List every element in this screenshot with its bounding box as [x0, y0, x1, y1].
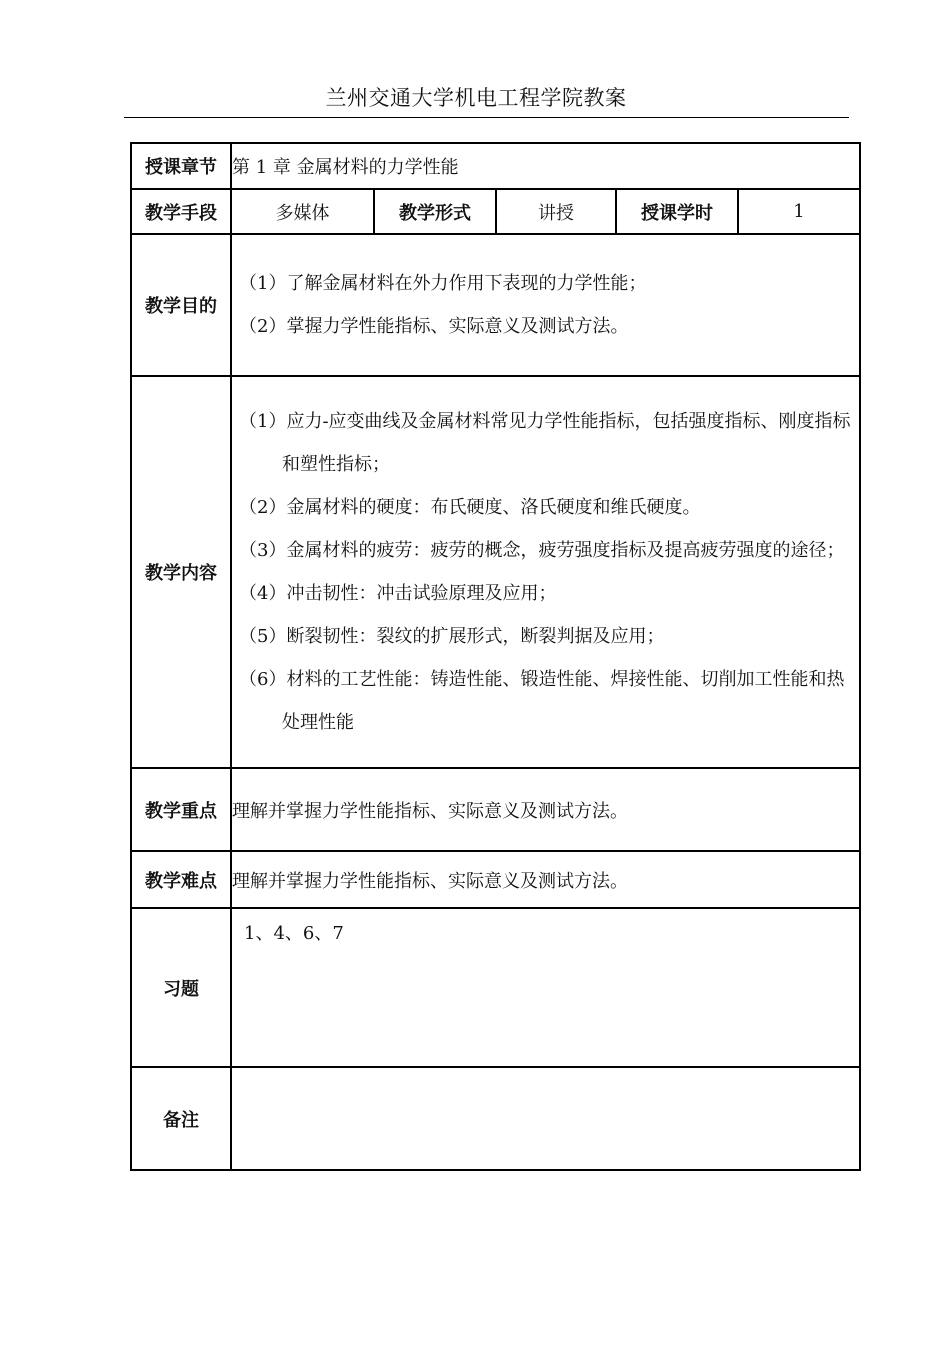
hours-label: 授课学时: [616, 189, 738, 234]
remarks-label: 备注: [131, 1067, 231, 1170]
objectives-cell: [231, 234, 860, 376]
content-item: （4）冲击韧性：冲击试验原理及应用；: [239, 583, 557, 604]
table-row: [131, 376, 860, 768]
exercises-value: 1、4、6、7: [231, 908, 860, 1067]
content-item: （2）金属材料的硬度：布氏硬度、洛氏硬度和维氏硬度。: [239, 497, 701, 518]
form-value: 讲授: [496, 189, 616, 234]
hours-value: 1: [738, 189, 860, 234]
objective-item: （1）了解金属材料在外力作用下表现的力学性能；: [239, 273, 647, 294]
content-cell: [231, 376, 860, 768]
content-label: 教学内容: [131, 376, 231, 768]
table-row: [131, 143, 860, 189]
exercises-label: 习题: [131, 908, 231, 1067]
objective-item: （2）掌握力学性能指标、实际意义及测试方法。: [239, 316, 629, 337]
key-points-value: 理解并掌握力学性能指标、实际意义及测试方法。: [231, 768, 860, 851]
table-row: [131, 768, 860, 851]
content-item: （6）材料的工艺性能：铸造性能、锻造性能、焊接性能、切削加工性能和热处理性能: [239, 669, 845, 733]
table-row: [131, 1067, 860, 1170]
content-item: （3）金属材料的疲劳：疲劳的概念，疲劳强度指标及提高疲劳强度的途径；: [239, 540, 845, 561]
method-value: 多媒体: [231, 189, 374, 234]
header-divider: [124, 117, 849, 118]
objectives-label: 教学目的: [131, 234, 231, 376]
content-item: （1）应力-应变曲线及金属材料常见力学性能指标，包括强度指标、刚度指标和塑性指标；: [239, 411, 851, 475]
table-row: [131, 851, 860, 908]
page-title: 兰州交通大学机电工程学院教案: [325, 86, 627, 110]
chapter-value: 第 1 章 金属材料的力学性能: [231, 143, 860, 189]
lesson-plan-table: [130, 142, 861, 1171]
table-row: [131, 189, 860, 234]
difficulties-label: 教学难点: [131, 851, 231, 908]
remarks-value: [231, 1067, 860, 1170]
method-label: 教学手段: [131, 189, 231, 234]
key-points-label: 教学重点: [131, 768, 231, 851]
difficulties-value: 理解并掌握力学性能指标、实际意义及测试方法。: [231, 851, 860, 908]
chapter-label: 授课章节: [131, 143, 231, 189]
content-item: （5）断裂韧性：裂纹的扩展形式，断裂判据及应用；: [239, 626, 665, 647]
form-label: 教学形式: [374, 189, 496, 234]
table-row: [131, 234, 860, 376]
table-row: [131, 908, 860, 1067]
